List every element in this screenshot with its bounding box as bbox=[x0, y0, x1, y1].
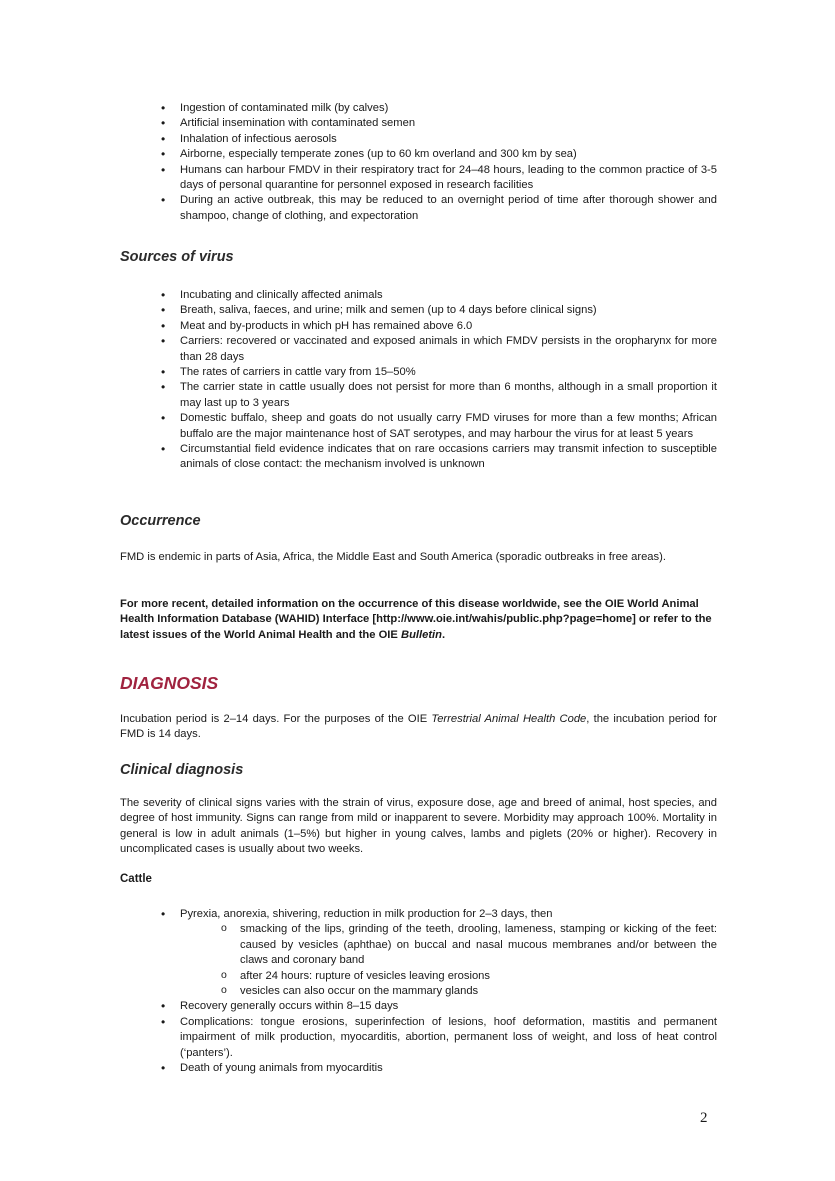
sources-heading: Sources of virus bbox=[120, 249, 234, 265]
list-item: • Humans can harbour FMDV in their respiratory tract for 24–48 hours, leading to the common practice of 3-5 days of personal quarantine for personnel exposed in research facilities bbox=[160, 163, 717, 194]
cattle-item-1: Pyrexia, anorexia, shivering, reduction in milk production for 2–3 days, then bbox=[180, 908, 553, 920]
list-item: • The rates of carriers in cattle vary from 15–50% bbox=[160, 365, 717, 380]
list-item: • Airborne, especially temperate zones (up to 60 km overland and 300 km by sea) bbox=[160, 147, 717, 162]
sources-list bbox=[160, 288, 717, 473]
list-item: • Ingestion of contaminated milk (by calves) bbox=[160, 101, 717, 116]
page-number: 2 bbox=[700, 1110, 708, 1126]
list-item: • Meat and by-products in which pH has remained above 6.0 bbox=[160, 319, 717, 334]
diagnosis-heading: DIAGNOSIS bbox=[120, 673, 219, 693]
diagnosis-text-post: , the incubation period for FMD is 14 days. bbox=[120, 713, 717, 741]
diagnosis-text-pre: Incubation period is 2–14 days. For the purposes of the OIE bbox=[120, 713, 432, 725]
clinical-heading: Clinical diagnosis bbox=[120, 762, 244, 778]
list-item: • Domestic buffalo, sheep and goats do not usually carry FMD viruses for more than a few months; African buffalo are the major maintenance host of SAT serotypes, and may harbour the virus for at least 5 years bbox=[160, 411, 717, 442]
occurrence-heading: Occurrence bbox=[120, 513, 201, 529]
cattle-heading: Cattle bbox=[120, 873, 152, 885]
list-item: • Inhalation of infectious aerosols bbox=[160, 132, 717, 147]
cattle-sub-list bbox=[180, 922, 717, 999]
sub-list-item: o after 24 hours: rupture of vesicles leaving erosions bbox=[220, 969, 717, 984]
occurrence-note bbox=[120, 597, 717, 643]
sub-list-item: o vesicles can also occur on the mammary glands bbox=[220, 984, 717, 999]
list-item: • Death of young animals from myocarditis bbox=[160, 1061, 717, 1076]
list-item: • Artificial insemination with contaminated semen bbox=[160, 116, 717, 131]
list-item bbox=[160, 907, 717, 999]
occurrence-text: FMD is endemic in parts of Asia, Africa, the Middle East and South America (sporadic outbreaks in free areas). bbox=[120, 551, 666, 563]
list-item: • The carrier state in cattle usually does not persist for more than 6 months, although in a small proportion it may last up to 3 years bbox=[160, 380, 717, 411]
list-item: • During an active outbreak, this may be reduced to an overnight period of time after thorough shower and shampoo, change of clothing, and expectoration bbox=[160, 193, 717, 224]
clinical-text: The severity of clinical signs varies with the strain of virus, exposure dose, age and breed of animal, host species, and degree of host immunity. Signs can range from mild or inapparent to severe. Morbidity may approach 100%. Mortality in general is low in adult animals (1–5%) but higher in young calves, lambs and piglets (20% or higher). Recovery in uncomplicated cases is usually about two weeks. bbox=[120, 797, 717, 856]
occurrence-note-end: . bbox=[442, 628, 446, 641]
occurrence-note-main: For more recent, detailed information on the occurrence of this disease worldwide, see the OIE World Animal Health Information Database (WAHID) Interface [http://www.oie.int/wahis/public.php?page=home] or refer to the latest issues of the World Animal Health and the OIE bbox=[120, 598, 712, 641]
occurrence-note-italic: Bulletin bbox=[400, 628, 443, 641]
diagnosis-text bbox=[120, 712, 717, 743]
list-item: • Circumstantial field evidence indicates that on rare occasions carriers may transmit infection to susceptible animals of close contact: the mechanism involved is unknown bbox=[160, 442, 717, 473]
list-item: • Recovery generally occurs within 8–15 days bbox=[160, 999, 717, 1014]
sub-list-item: o smacking of the lips, grinding of the teeth, drooling, lameness, stamping or kicking of the feet: caused by vesicles (aphthae) on buccal and nasal mucous membranes and/or between the claws and coronary band bbox=[220, 922, 717, 968]
cattle-list bbox=[160, 907, 717, 1076]
diagnosis-text-italic: Terrestrial Animal Health Code bbox=[431, 713, 587, 725]
list-item: • Incubating and clinically affected animals bbox=[160, 288, 717, 303]
list-item: • Breath, saliva, faeces, and urine; milk and semen (up to 4 days before clinical signs) bbox=[160, 303, 717, 318]
list-item: • Carriers: recovered or vaccinated and exposed animals in which FMDV persists in the oropharynx for more than 28 days bbox=[160, 334, 717, 365]
transmission-list bbox=[160, 101, 717, 224]
list-item: • Complications: tongue erosions, superinfection of lesions, hoof deformation, mastitis and permanent impairment of milk production, myocarditis, abortion, permanent loss of weight, and loss of heat control (‘panters’). bbox=[160, 1015, 717, 1061]
